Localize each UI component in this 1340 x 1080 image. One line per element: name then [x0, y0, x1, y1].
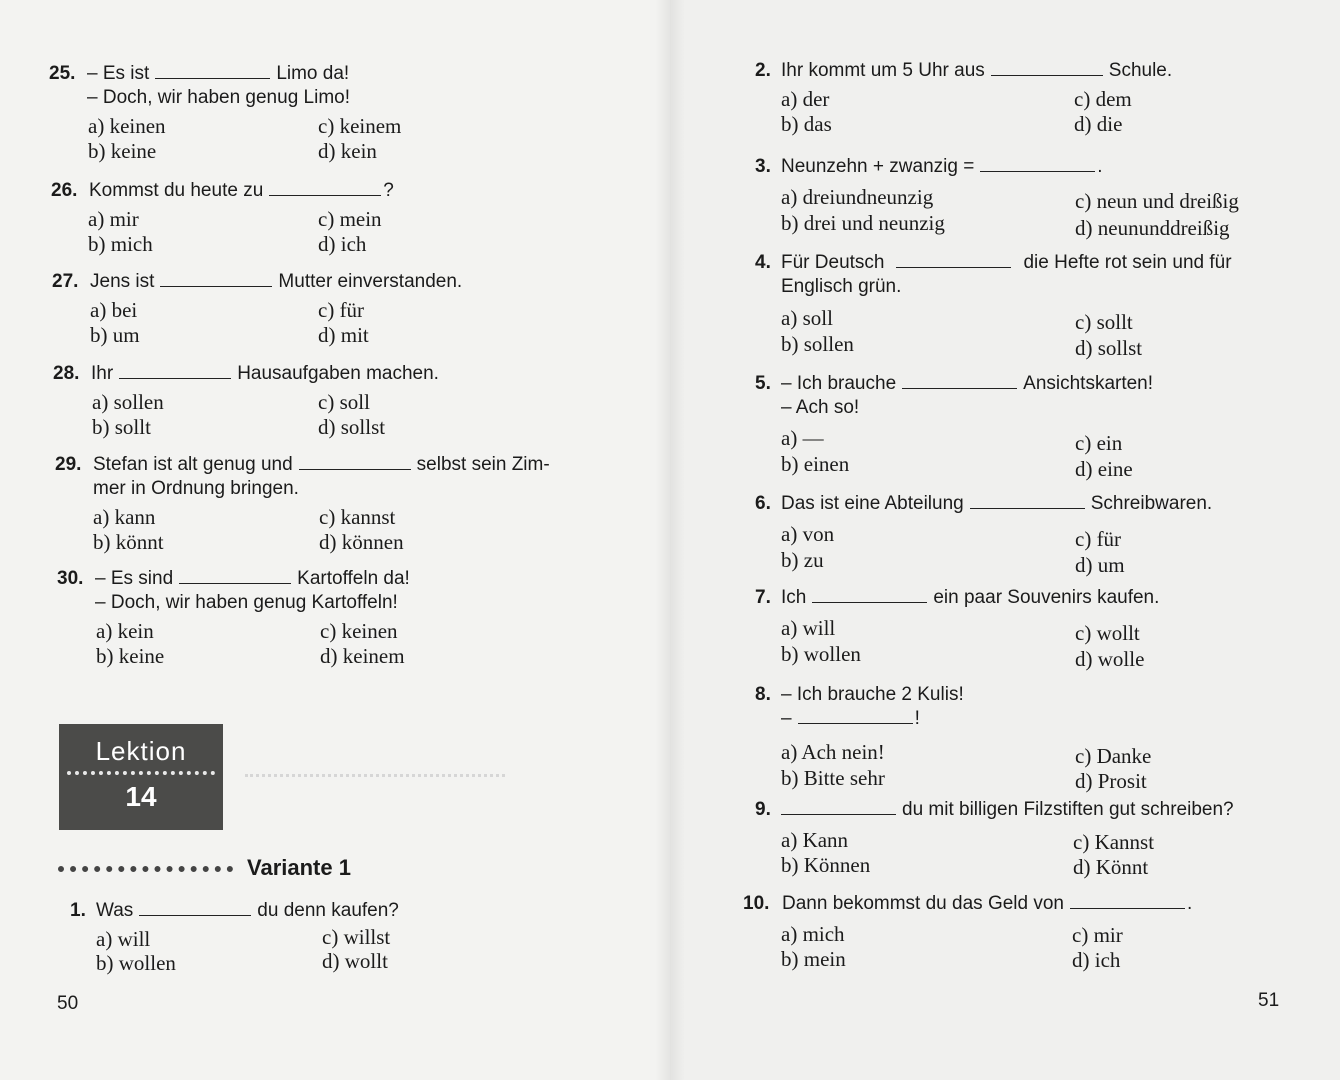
question-number: 4. [755, 252, 771, 273]
option-d[interactable]: d) um [1075, 553, 1125, 577]
answer-blank[interactable] [299, 453, 411, 470]
question-text: selbst sein Zim- [416, 454, 550, 475]
option-c[interactable]: c) ein [1075, 431, 1123, 455]
question-number: 8. [755, 684, 771, 705]
option-d[interactable]: d) neununddreißig [1075, 216, 1230, 240]
option-d[interactable]: d) keinem [320, 644, 405, 668]
question-text: Kommst du heute zu [89, 180, 264, 201]
question-text: ein paar Souvenirs kaufen. [933, 587, 1160, 608]
option-c[interactable]: c) dem [1074, 87, 1132, 111]
question-text: . [1187, 893, 1193, 914]
answer-blank[interactable] [119, 362, 231, 379]
option-a[interactable]: a) will [781, 616, 836, 640]
option-d[interactable]: d) Prosit [1075, 769, 1147, 793]
answer-blank[interactable] [781, 798, 896, 815]
question-text: Jens ist [90, 271, 155, 292]
question-text: – Ich brauche [781, 373, 897, 394]
option-c[interactable]: c) neun und dreißig [1075, 189, 1239, 213]
question-6 [755, 492, 1315, 577]
question-30 [57, 567, 617, 672]
question-text: Stefan ist alt genug und [93, 454, 293, 475]
option-b[interactable]: b) keine [88, 139, 157, 163]
option-b[interactable]: b) zu [781, 548, 824, 572]
variante-title: Variante 1 [247, 855, 351, 880]
question-text: Das ist eine Abteilung [781, 493, 964, 514]
question-number: 7. [755, 587, 771, 608]
option-b[interactable]: b) könnt [93, 530, 164, 554]
lektion-label: Lektion [95, 736, 187, 766]
question-5 [755, 372, 1315, 487]
book-gutter [655, 0, 685, 1080]
option-a[interactable]: a) soll [781, 306, 833, 330]
question-8 [755, 683, 1315, 798]
lektion-divider [67, 771, 215, 775]
option-d[interactable]: d) ich [318, 232, 367, 256]
option-a[interactable]: a) will [96, 927, 151, 951]
option-b[interactable]: b) Können [781, 853, 871, 877]
option-b[interactable]: b) sollt [92, 415, 151, 439]
option-c[interactable]: c) keinem [318, 114, 402, 138]
option-d[interactable]: d) wollt [322, 949, 388, 973]
question-4 [755, 251, 1315, 366]
option-a[interactable]: a) sollen [92, 390, 164, 414]
question-text: Für Deutsch [781, 252, 885, 273]
option-a[interactable]: a) keinen [88, 114, 166, 138]
option-a[interactable]: a) kein [96, 619, 154, 643]
question-number: 25. [49, 63, 76, 84]
option-c[interactable]: c) mir [1072, 923, 1123, 947]
option-a[interactable]: a) der [781, 87, 830, 111]
question-text: Kartoffeln da! [297, 568, 410, 589]
question-text: ? [383, 180, 394, 201]
answer-blank[interactable] [269, 179, 381, 196]
question-7 [755, 586, 1315, 671]
answer-blank[interactable] [980, 155, 1095, 172]
option-c[interactable]: c) sollt [1075, 310, 1133, 334]
option-c[interactable]: c) wollt [1075, 621, 1140, 645]
question-2 [755, 59, 1315, 144]
question-10 [743, 892, 1313, 977]
option-d[interactable]: d) können [319, 530, 404, 554]
question-text: Ich [781, 587, 807, 608]
question-number: 1. [70, 900, 86, 921]
option-d[interactable]: d) eine [1075, 457, 1133, 481]
lektion-badge [59, 724, 223, 830]
option-c[interactable]: c) mein [318, 207, 382, 231]
question-text: Dann bekommst du das Geld von [782, 893, 1064, 914]
decorative-dots [245, 774, 505, 777]
answer-blank[interactable] [1070, 892, 1185, 909]
question-9 [755, 798, 1315, 883]
question-number: 5. [755, 373, 771, 394]
question-number: 3. [755, 156, 771, 177]
option-b[interactable]: b) Bitte sehr [781, 766, 885, 790]
option-c[interactable]: c) für [318, 298, 365, 322]
question-number: 26. [51, 180, 78, 201]
option-a[interactable]: a) dreiundneunzig [781, 185, 934, 209]
answer-blank[interactable] [160, 270, 272, 287]
question-text: Ansichtskarten! [1023, 373, 1154, 394]
question-27 [52, 270, 612, 350]
answer-blank[interactable] [902, 372, 1017, 389]
variante-heading [58, 855, 351, 881]
question-text: Ihr kommt um 5 Uhr aus [781, 60, 985, 81]
option-d[interactable]: d) sollst [318, 415, 386, 439]
answer-blank[interactable] [139, 899, 251, 916]
question-text: die Hefte rot sein und für [1023, 252, 1232, 273]
question-text: Schule. [1108, 60, 1173, 81]
question-text-dash: – [781, 708, 792, 729]
question-25 [49, 62, 609, 167]
option-b[interactable]: b) um [90, 323, 140, 347]
question-text-line2: mer in Ordnung bringen. [93, 478, 299, 499]
question-number: 9. [755, 799, 771, 820]
option-d[interactable]: d) wolle [1075, 647, 1145, 671]
option-c[interactable]: c) Kannst [1073, 830, 1155, 854]
question-text: – Es ist [87, 63, 150, 84]
question-3 [755, 155, 1315, 240]
option-a[interactable]: a) Kann [781, 828, 849, 852]
question-text-line2: Englisch grün. [781, 276, 902, 297]
answer-blank[interactable] [798, 707, 913, 724]
answer-blank[interactable] [896, 251, 1011, 268]
question-29 [55, 453, 635, 558]
question-number: 2. [755, 60, 771, 81]
question-number: 30. [57, 568, 84, 589]
option-d[interactable]: d) ich [1072, 948, 1121, 972]
option-a[interactable]: a) mir [88, 207, 139, 231]
question-text: Schreibwaren. [1090, 493, 1213, 514]
question-text: du denn kaufen? [257, 900, 399, 921]
question-number: 29. [55, 454, 82, 475]
option-a[interactable]: a) bei [90, 298, 138, 322]
option-a[interactable]: a) kann [93, 505, 156, 529]
page-number-right: 51 [1258, 990, 1280, 1011]
option-b[interactable]: b) mich [88, 232, 153, 256]
question-text: Limo da! [276, 63, 350, 84]
option-a[interactable]: a) Ach nein! [781, 740, 885, 764]
option-c[interactable]: c) willst [322, 925, 391, 949]
option-c[interactable]: c) für [1075, 527, 1122, 551]
option-a[interactable]: a) von [781, 522, 835, 546]
answer-blank[interactable] [991, 59, 1103, 76]
question-text: du mit billigen Filzstiften gut schreiben? [902, 799, 1234, 820]
option-d[interactable]: d) kein [318, 139, 377, 163]
question-text: ! [914, 708, 920, 729]
question-number: 10. [743, 893, 770, 914]
option-a[interactable]: a) — [781, 426, 824, 450]
answer-blank[interactable] [179, 567, 291, 584]
question-text: Mutter einverstanden. [278, 271, 463, 292]
question-text: Hausaufgaben machen. [237, 363, 439, 384]
question-text: Ihr [91, 363, 114, 384]
option-b[interactable]: b) das [781, 112, 832, 136]
option-d[interactable]: d) Könnt [1073, 855, 1149, 879]
option-c[interactable]: c) soll [318, 390, 370, 414]
question-1 [70, 899, 630, 979]
answer-blank[interactable] [812, 586, 927, 603]
answer-blank[interactable] [970, 492, 1085, 509]
question-text-line2: – Ach so! [781, 397, 860, 418]
option-b[interactable]: b) wollen [96, 951, 176, 975]
question-number: 28. [53, 363, 80, 384]
option-c[interactable]: c) Danke [1075, 744, 1152, 768]
option-b[interactable]: b) drei und neunzig [781, 211, 945, 235]
option-c[interactable]: c) keinen [320, 619, 398, 643]
question-text: – Ich brauche 2 Kulis! [781, 684, 964, 705]
option-b[interactable]: b) einen [781, 452, 850, 476]
option-b[interactable]: b) mein [781, 947, 846, 971]
question-text: . [1097, 156, 1103, 177]
page-number-left: 50 [57, 993, 79, 1014]
option-b[interactable]: b) keine [96, 644, 165, 668]
question-text: Was [96, 900, 134, 921]
lektion-number: 14 [125, 781, 157, 812]
option-a[interactable]: a) mich [781, 922, 845, 946]
answer-blank[interactable] [155, 62, 270, 79]
question-text-line2: – Doch, wir haben genug Limo! [87, 87, 350, 108]
variante-dots [58, 866, 233, 872]
question-text: – Es sind [95, 568, 174, 589]
option-c[interactable]: c) kannst [319, 505, 396, 529]
question-text: Neunzehn + zwanzig = [781, 156, 975, 177]
question-26 [51, 179, 611, 259]
option-b[interactable]: b) sollen [781, 332, 854, 356]
question-number: 27. [52, 271, 79, 292]
option-d[interactable]: d) sollst [1075, 336, 1143, 360]
question-number: 6. [755, 493, 771, 514]
question-28 [53, 362, 613, 442]
question-text-line2: – Doch, wir haben genug Kartoffeln! [95, 592, 398, 613]
option-b[interactable]: b) wollen [781, 642, 861, 666]
option-d[interactable]: d) mit [318, 323, 369, 347]
option-d[interactable]: d) die [1074, 112, 1123, 136]
